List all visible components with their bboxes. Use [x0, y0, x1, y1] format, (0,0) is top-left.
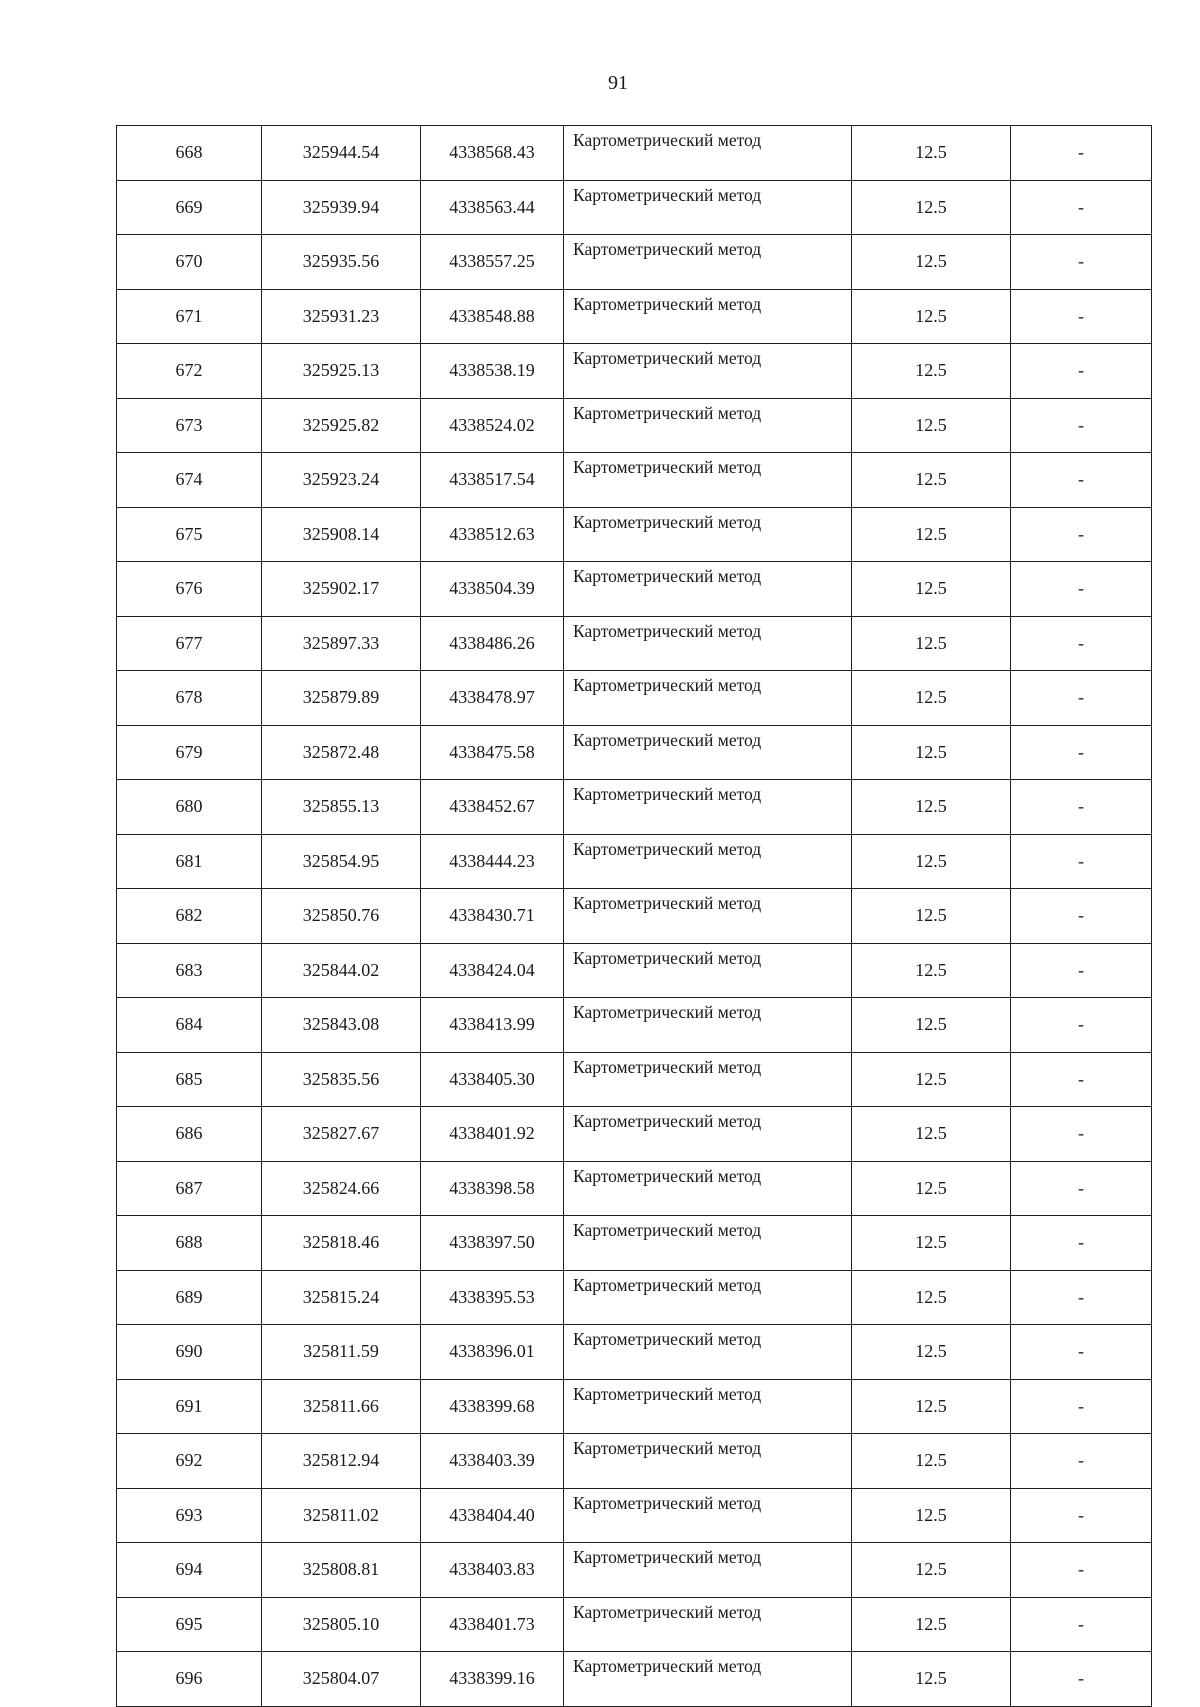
note-cell: -	[1011, 998, 1152, 1053]
table-row	[117, 1107, 1152, 1162]
table-row	[117, 1161, 1152, 1216]
x-coordinate-cell: 325879.89	[262, 671, 421, 726]
accuracy-cell: 12.5	[852, 834, 1011, 889]
method-cell: Картометрический метод	[564, 235, 852, 290]
point-number-cell: 669	[117, 180, 262, 235]
x-coordinate-cell: 325812.94	[262, 1434, 421, 1489]
note-cell: -	[1011, 289, 1152, 344]
accuracy-cell: 12.5	[852, 1597, 1011, 1652]
note-cell: -	[1011, 126, 1152, 181]
x-coordinate-cell: 325939.94	[262, 180, 421, 235]
note-cell: -	[1011, 1107, 1152, 1162]
method-cell: Картометрический метод	[564, 1488, 852, 1543]
accuracy-cell: 12.5	[852, 1379, 1011, 1434]
method-cell: Картометрический метод	[564, 180, 852, 235]
accuracy-cell: 12.5	[852, 1107, 1011, 1162]
note-cell: -	[1011, 1216, 1152, 1271]
accuracy-cell: 12.5	[852, 344, 1011, 399]
method-cell: Картометрический метод	[564, 126, 852, 181]
x-coordinate-cell: 325855.13	[262, 780, 421, 835]
table-row	[117, 1325, 1152, 1380]
point-number-cell: 674	[117, 453, 262, 508]
y-coordinate-cell: 4338401.73	[421, 1597, 564, 1652]
table-row	[117, 398, 1152, 453]
point-number-cell: 694	[117, 1543, 262, 1598]
table-row	[117, 834, 1152, 889]
table-row	[117, 1052, 1152, 1107]
table-row	[117, 889, 1152, 944]
method-cell: Картометрический метод	[564, 562, 852, 617]
x-coordinate-cell: 325824.66	[262, 1161, 421, 1216]
note-cell: -	[1011, 1488, 1152, 1543]
accuracy-cell: 12.5	[852, 453, 1011, 508]
point-number-cell: 684	[117, 998, 262, 1053]
x-coordinate-cell: 325872.48	[262, 725, 421, 780]
method-cell: Картометрический метод	[564, 998, 852, 1053]
y-coordinate-cell: 4338397.50	[421, 1216, 564, 1271]
y-coordinate-cell: 4338568.43	[421, 126, 564, 181]
accuracy-cell: 12.5	[852, 725, 1011, 780]
note-cell: -	[1011, 1161, 1152, 1216]
y-coordinate-cell: 4338517.54	[421, 453, 564, 508]
y-coordinate-cell: 4338524.02	[421, 398, 564, 453]
note-cell: -	[1011, 1270, 1152, 1325]
table-row	[117, 616, 1152, 671]
table-row	[117, 289, 1152, 344]
x-coordinate-cell: 325923.24	[262, 453, 421, 508]
method-cell: Картометрический метод	[564, 344, 852, 399]
table-row	[117, 671, 1152, 726]
y-coordinate-cell: 4338424.04	[421, 943, 564, 998]
x-coordinate-cell: 325827.67	[262, 1107, 421, 1162]
x-coordinate-cell: 325844.02	[262, 943, 421, 998]
x-coordinate-cell: 325897.33	[262, 616, 421, 671]
x-coordinate-cell: 325944.54	[262, 126, 421, 181]
note-cell: -	[1011, 943, 1152, 998]
y-coordinate-cell: 4338504.39	[421, 562, 564, 617]
page-number: 91	[608, 72, 628, 94]
y-coordinate-cell: 4338557.25	[421, 235, 564, 290]
y-coordinate-cell: 4338486.26	[421, 616, 564, 671]
y-coordinate-cell: 4338430.71	[421, 889, 564, 944]
note-cell: -	[1011, 725, 1152, 780]
method-cell: Картометрический метод	[564, 1325, 852, 1380]
table-row	[117, 235, 1152, 290]
y-coordinate-cell: 4338399.16	[421, 1652, 564, 1707]
accuracy-cell: 12.5	[852, 943, 1011, 998]
y-coordinate-cell: 4338405.30	[421, 1052, 564, 1107]
note-cell: -	[1011, 616, 1152, 671]
note-cell: -	[1011, 562, 1152, 617]
point-number-cell: 676	[117, 562, 262, 617]
y-coordinate-cell: 4338478.97	[421, 671, 564, 726]
point-number-cell: 675	[117, 507, 262, 562]
x-coordinate-cell: 325935.56	[262, 235, 421, 290]
accuracy-cell: 12.5	[852, 126, 1011, 181]
method-cell: Картометрический метод	[564, 616, 852, 671]
method-cell: Картометрический метод	[564, 889, 852, 944]
y-coordinate-cell: 4338403.39	[421, 1434, 564, 1489]
point-number-cell: 689	[117, 1270, 262, 1325]
x-coordinate-cell: 325908.14	[262, 507, 421, 562]
x-coordinate-cell: 325811.66	[262, 1379, 421, 1434]
y-coordinate-cell: 4338538.19	[421, 344, 564, 399]
accuracy-cell: 12.5	[852, 562, 1011, 617]
x-coordinate-cell: 325811.02	[262, 1488, 421, 1543]
accuracy-cell: 12.5	[852, 180, 1011, 235]
table-row	[117, 1270, 1152, 1325]
method-cell: Картометрический метод	[564, 834, 852, 889]
note-cell: -	[1011, 1325, 1152, 1380]
method-cell: Картометрический метод	[564, 289, 852, 344]
table-row	[117, 562, 1152, 617]
y-coordinate-cell: 4338401.92	[421, 1107, 564, 1162]
accuracy-cell: 12.5	[852, 507, 1011, 562]
point-number-cell: 680	[117, 780, 262, 835]
method-cell: Картометрический метод	[564, 507, 852, 562]
y-coordinate-cell: 4338475.58	[421, 725, 564, 780]
point-number-cell: 695	[117, 1597, 262, 1652]
method-cell: Картометрический метод	[564, 671, 852, 726]
accuracy-cell: 12.5	[852, 780, 1011, 835]
x-coordinate-cell: 325805.10	[262, 1597, 421, 1652]
accuracy-cell: 12.5	[852, 398, 1011, 453]
accuracy-cell: 12.5	[852, 1652, 1011, 1707]
table-row	[117, 507, 1152, 562]
accuracy-cell: 12.5	[852, 235, 1011, 290]
method-cell: Картометрический метод	[564, 943, 852, 998]
point-number-cell: 681	[117, 834, 262, 889]
accuracy-cell: 12.5	[852, 998, 1011, 1053]
table-row	[117, 1379, 1152, 1434]
y-coordinate-cell: 4338404.40	[421, 1488, 564, 1543]
note-cell: -	[1011, 1379, 1152, 1434]
accuracy-cell: 12.5	[852, 616, 1011, 671]
table-row	[117, 943, 1152, 998]
method-cell: Картометрический метод	[564, 1597, 852, 1652]
method-cell: Картометрический метод	[564, 1434, 852, 1489]
table-row	[117, 1434, 1152, 1489]
coordinates-table-body	[117, 126, 1152, 1707]
point-number-cell: 679	[117, 725, 262, 780]
method-cell: Картометрический метод	[564, 1652, 852, 1707]
table-row	[117, 344, 1152, 399]
note-cell: -	[1011, 235, 1152, 290]
note-cell: -	[1011, 1652, 1152, 1707]
point-number-cell: 696	[117, 1652, 262, 1707]
note-cell: -	[1011, 344, 1152, 399]
method-cell: Картометрический метод	[564, 1161, 852, 1216]
y-coordinate-cell: 4338563.44	[421, 180, 564, 235]
note-cell: -	[1011, 1434, 1152, 1489]
method-cell: Картометрический метод	[564, 453, 852, 508]
y-coordinate-cell: 4338413.99	[421, 998, 564, 1053]
method-cell: Картометрический метод	[564, 1107, 852, 1162]
point-number-cell: 678	[117, 671, 262, 726]
method-cell: Картометрический метод	[564, 1270, 852, 1325]
accuracy-cell: 12.5	[852, 1216, 1011, 1271]
method-cell: Картометрический метод	[564, 1216, 852, 1271]
note-cell: -	[1011, 671, 1152, 726]
point-number-cell: 673	[117, 398, 262, 453]
point-number-cell: 692	[117, 1434, 262, 1489]
point-number-cell: 677	[117, 616, 262, 671]
point-number-cell: 683	[117, 943, 262, 998]
accuracy-cell: 12.5	[852, 1325, 1011, 1380]
method-cell: Картометрический метод	[564, 780, 852, 835]
note-cell: -	[1011, 780, 1152, 835]
table-row	[117, 126, 1152, 181]
method-cell: Картометрический метод	[564, 725, 852, 780]
y-coordinate-cell: 4338398.58	[421, 1161, 564, 1216]
point-number-cell: 672	[117, 344, 262, 399]
note-cell: -	[1011, 834, 1152, 889]
point-number-cell: 687	[117, 1161, 262, 1216]
x-coordinate-cell: 325804.07	[262, 1652, 421, 1707]
y-coordinate-cell: 4338403.83	[421, 1543, 564, 1598]
table-row	[117, 1488, 1152, 1543]
point-number-cell: 691	[117, 1379, 262, 1434]
point-number-cell: 686	[117, 1107, 262, 1162]
accuracy-cell: 12.5	[852, 1052, 1011, 1107]
table-row	[117, 1543, 1152, 1598]
x-coordinate-cell: 325925.13	[262, 344, 421, 399]
x-coordinate-cell: 325925.82	[262, 398, 421, 453]
note-cell: -	[1011, 398, 1152, 453]
accuracy-cell: 12.5	[852, 1161, 1011, 1216]
note-cell: -	[1011, 1052, 1152, 1107]
accuracy-cell: 12.5	[852, 671, 1011, 726]
point-number-cell: 668	[117, 126, 262, 181]
y-coordinate-cell: 4338396.01	[421, 1325, 564, 1380]
accuracy-cell: 12.5	[852, 1488, 1011, 1543]
point-number-cell: 690	[117, 1325, 262, 1380]
y-coordinate-cell: 4338512.63	[421, 507, 564, 562]
y-coordinate-cell: 4338395.53	[421, 1270, 564, 1325]
note-cell: -	[1011, 889, 1152, 944]
y-coordinate-cell: 4338452.67	[421, 780, 564, 835]
method-cell: Картометрический метод	[564, 1543, 852, 1598]
note-cell: -	[1011, 1597, 1152, 1652]
x-coordinate-cell: 325811.59	[262, 1325, 421, 1380]
x-coordinate-cell: 325902.17	[262, 562, 421, 617]
coordinates-table	[116, 125, 1152, 1707]
x-coordinate-cell: 325835.56	[262, 1052, 421, 1107]
accuracy-cell: 12.5	[852, 1434, 1011, 1489]
x-coordinate-cell: 325931.23	[262, 289, 421, 344]
x-coordinate-cell: 325808.81	[262, 1543, 421, 1598]
y-coordinate-cell: 4338399.68	[421, 1379, 564, 1434]
point-number-cell: 693	[117, 1488, 262, 1543]
method-cell: Картометрический метод	[564, 398, 852, 453]
x-coordinate-cell: 325850.76	[262, 889, 421, 944]
table-row	[117, 453, 1152, 508]
table-row	[117, 1216, 1152, 1271]
y-coordinate-cell: 4338444.23	[421, 834, 564, 889]
point-number-cell: 670	[117, 235, 262, 290]
point-number-cell: 682	[117, 889, 262, 944]
accuracy-cell: 12.5	[852, 1270, 1011, 1325]
x-coordinate-cell: 325854.95	[262, 834, 421, 889]
point-number-cell: 685	[117, 1052, 262, 1107]
table-row	[117, 780, 1152, 835]
x-coordinate-cell: 325843.08	[262, 998, 421, 1053]
point-number-cell: 688	[117, 1216, 262, 1271]
table-row	[117, 725, 1152, 780]
point-number-cell: 671	[117, 289, 262, 344]
note-cell: -	[1011, 507, 1152, 562]
table-row	[117, 180, 1152, 235]
method-cell: Картометрический метод	[564, 1379, 852, 1434]
note-cell: -	[1011, 180, 1152, 235]
accuracy-cell: 12.5	[852, 1543, 1011, 1598]
note-cell: -	[1011, 1543, 1152, 1598]
x-coordinate-cell: 325815.24	[262, 1270, 421, 1325]
table-row	[117, 1597, 1152, 1652]
accuracy-cell: 12.5	[852, 289, 1011, 344]
accuracy-cell: 12.5	[852, 889, 1011, 944]
table-row	[117, 998, 1152, 1053]
note-cell: -	[1011, 453, 1152, 508]
x-coordinate-cell: 325818.46	[262, 1216, 421, 1271]
y-coordinate-cell: 4338548.88	[421, 289, 564, 344]
method-cell: Картометрический метод	[564, 1052, 852, 1107]
